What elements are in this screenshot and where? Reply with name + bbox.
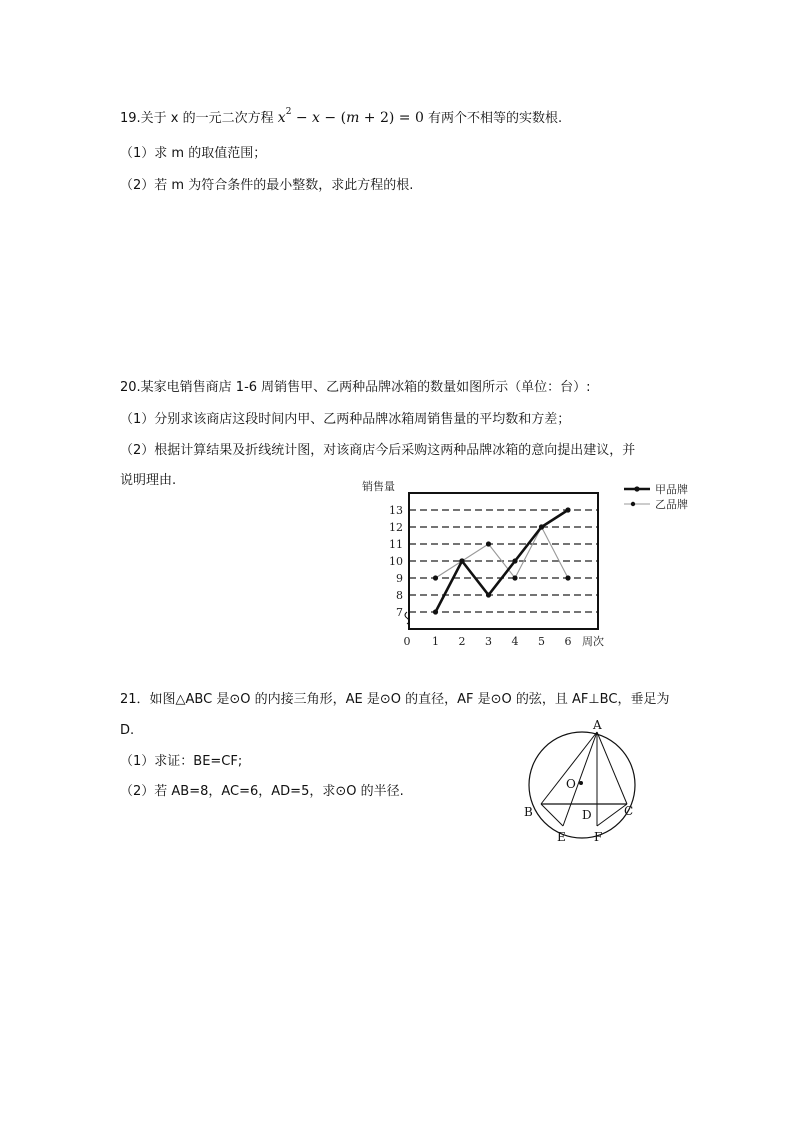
data-point-yi [486,541,491,546]
data-point-yi [512,575,517,580]
q20-part2-line2: 说明理由. [120,473,177,488]
legend-label-jia: 甲品牌 [655,483,688,496]
y-tick-label: 8 [396,589,403,602]
label-c: C [624,804,634,818]
data-point-jia [486,592,491,597]
sales-line-chart [350,476,710,656]
q21-part2: （2）若 AB=8，AC=6，AD=5，求⊙O 的半径. [120,784,404,799]
series-line-yi [436,527,569,578]
y-tick-label: 9 [396,572,403,585]
segment-ac [597,732,627,804]
label-d: D [582,808,592,822]
center-point-o [579,781,583,785]
q19-stem [120,108,562,129]
chart-grid [409,510,598,612]
q19-part1: （1）求 m 的取值范围； [120,146,267,161]
legend-marker-yi [631,502,635,506]
q19-stem-suffix: 有两个不相等的实数根. [428,111,563,126]
legend-marker-jia [634,486,639,491]
y-tick-label: 11 [389,538,403,551]
data-point-jia [459,558,464,563]
q21-stem-line1: 21．如图△ABC 是⊙O 的内接三角形，AE 是⊙O 的直径，AF 是⊙O 的弦，且 AF⊥BC，垂足为 [120,692,670,707]
legend-label-yi: 乙品牌 [655,498,688,511]
y-tick-label: 7 [396,606,403,619]
label-f: F [594,830,603,844]
segment-cf [597,804,627,826]
y-tick-label: 12 [389,521,403,534]
label-b: B [524,805,533,819]
data-point-jia [512,558,517,563]
y-tick-label: 13 [389,504,403,517]
y-tick-labels [389,504,403,619]
q21-stem-line2: D. [120,723,135,738]
data-point-yi [433,575,438,580]
q21-part1: （1）求证：BE=CF; [120,754,243,769]
data-point-jia [433,609,438,614]
x-axis-title: 周次 [582,635,604,648]
q20-part2-line1: （2）根据计算结果及折线统计图，对该商店今后采购这两种品牌冰箱的意向提出建议，并 [120,443,636,458]
x-tick-label: 0 [403,635,411,648]
data-point-jia [565,507,570,512]
y-tick-label: 10 [389,555,403,568]
q19-equation: $x^2 - x - (m + 2) = 0$ [277,107,424,126]
x-tick-label: 4 [511,635,519,648]
x-tick-label: 3 [485,635,492,648]
q19-part2: （2）若 m 为符合条件的最小整数，求此方程的根. [120,178,414,193]
x-tick-label: 1 [432,635,439,648]
label-e: E [557,830,566,844]
x-tick-label: 6 [564,635,572,648]
label-o: O [566,777,576,791]
q20-stem: 20.某家电销售商店 1-6 周销售甲、乙两种品牌冰箱的数量如图所示（单位：台）: [120,380,591,395]
x-tick-labels [404,635,572,648]
chart-legend [624,482,688,511]
y-axis-title: 销售量 [362,480,395,493]
q20-part1: （1）分别求该商店这段时间内甲、乙两种品牌冰箱周销售量的平均数和方差； [120,412,571,427]
data-point-jia [539,524,544,529]
x-tick-label: 2 [458,635,466,648]
label-a: A [593,718,602,732]
q19-stem-prefix: 19.关于 x 的一元二次方程 [120,111,274,126]
circle-geometry-figure [515,715,645,845]
data-point-yi [565,575,570,580]
x-tick-label: 5 [538,635,545,648]
